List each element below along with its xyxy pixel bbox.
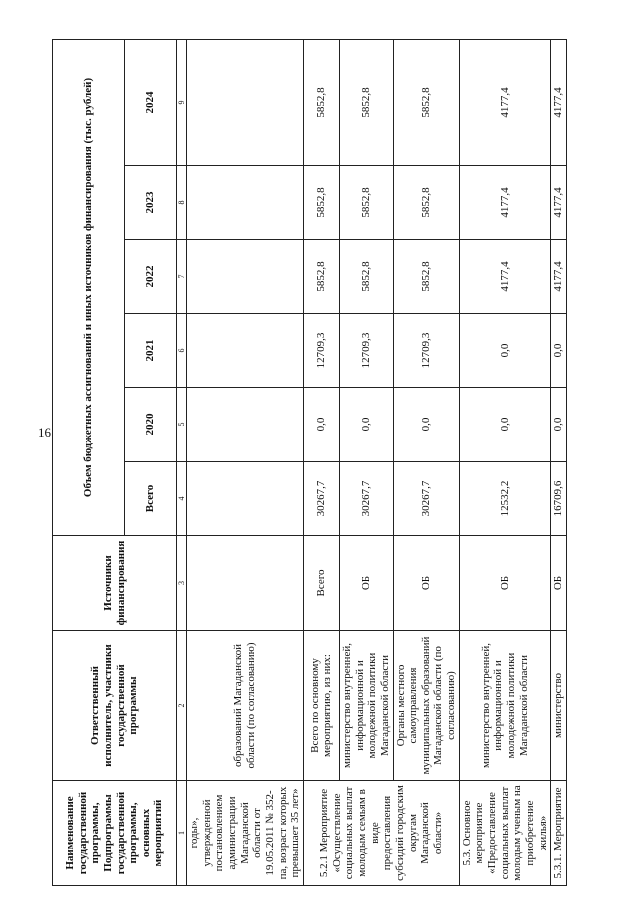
header-year: 2023: [125, 166, 177, 240]
col-number: 1: [177, 781, 187, 886]
col-number: 7: [177, 240, 187, 314]
cell-value: 4177,4: [551, 39, 567, 165]
row-name: 5.3. Основное мероприятие «Предоставление социальных выплат молодым ученым на приобретение жилья»: [459, 781, 550, 886]
cell-value: [187, 240, 304, 314]
cell-value: 0,0: [459, 388, 550, 462]
row-executor: министерство внутренней, информационной и молодежной политики Магаданской области: [339, 631, 393, 781]
cell-value: 12709,3: [303, 314, 339, 388]
cell-value: 5852,8: [339, 166, 393, 240]
cell-value: 12532,2: [459, 462, 550, 536]
cell-value: [187, 314, 304, 388]
cell-value: 4177,4: [551, 166, 567, 240]
col-number: 6: [177, 314, 187, 388]
header-total: Всего: [125, 462, 177, 536]
cell-value: 4177,4: [459, 166, 550, 240]
col-number: 5: [177, 388, 187, 462]
row-source: ОБ: [339, 536, 393, 631]
header-budget-group: Объем бюджетных ассигнований и иных источников финансирования (тыс. рублей): [53, 39, 125, 535]
cell-value: 4177,4: [551, 240, 567, 314]
header-source: Источники финансирования: [53, 536, 177, 631]
row-executor: Органы местного самоуправления муниципальных образований Магаданской области (по согласованию): [393, 631, 459, 781]
cell-value: 16709,6: [551, 462, 567, 536]
cell-value: 0,0: [551, 314, 567, 388]
cell-value: 30267,7: [339, 462, 393, 536]
cell-value: 5852,8: [303, 240, 339, 314]
row-source: ОБ: [551, 536, 567, 631]
cell-value: 12709,3: [339, 314, 393, 388]
col-number: 2: [177, 631, 187, 781]
header-year: 2020: [125, 388, 177, 462]
col-number: 9: [177, 39, 187, 165]
cell-value: [187, 462, 304, 536]
header-year: 2021: [125, 314, 177, 388]
cell-value: [187, 166, 304, 240]
cell-value: 30267,7: [393, 462, 459, 536]
cell-value: 4177,4: [459, 39, 550, 165]
cell-value: [187, 39, 304, 165]
row-executor: министерство внутренней, информационной и молодежной политики Магаданской области: [459, 631, 550, 781]
row-executor: министерство: [551, 631, 567, 781]
cell-value: 0,0: [303, 388, 339, 462]
header-year: 2024: [125, 39, 177, 165]
cell-value: 5852,8: [393, 39, 459, 165]
col-number: 3: [177, 536, 187, 631]
cell-value: 0,0: [339, 388, 393, 462]
cell-value: 5852,8: [393, 240, 459, 314]
cell-value: [187, 388, 304, 462]
cell-value: 0,0: [393, 388, 459, 462]
row-name: 5.3.1. Мероприятие: [551, 781, 567, 886]
cell-value: 4177,4: [459, 240, 550, 314]
header-name: Наименование государственной программы, Подпрограммы государственной программы, основных мероприятий: [53, 781, 177, 886]
col-number: 4: [177, 462, 187, 536]
row-source: Всего: [303, 536, 339, 631]
cell-value: 0,0: [459, 314, 550, 388]
row-name: 5.2.1 Мероприятие «Осуществление социальных выплат молодым семьям в виде предоставления субсидий городским округам Магаданской области»: [303, 781, 459, 886]
row-source: ОБ: [393, 536, 459, 631]
row-executor: образований Магаданской области (по согласованию): [187, 631, 304, 781]
rotated-table-sheet: [52, 40, 564, 886]
cell-value: 0,0: [551, 388, 567, 462]
cell-value: 5852,8: [339, 240, 393, 314]
header-executor: Ответственный исполнитель, участники государственной программы: [53, 631, 177, 781]
cell-value: 30267,7: [303, 462, 339, 536]
cell-value: 5852,8: [393, 166, 459, 240]
header-year: 2022: [125, 240, 177, 314]
row-source: [187, 536, 304, 631]
budget-table: [52, 39, 567, 886]
cell-value: 5852,8: [303, 166, 339, 240]
row-executor: Всего по основному мероприятию, из них:: [303, 631, 339, 781]
cell-value: 12709,3: [393, 314, 459, 388]
cell-value: 5852,8: [303, 39, 339, 165]
col-number: 8: [177, 166, 187, 240]
row-source: ОБ: [459, 536, 550, 631]
cell-value: 5852,8: [339, 39, 393, 165]
row-name: годы», утвержденной постановлением администрации Магаданской области от 19.05.2011 № 352-па, возраст которых превышает 35 лет»: [187, 781, 304, 886]
page-number: 16: [38, 425, 51, 440]
